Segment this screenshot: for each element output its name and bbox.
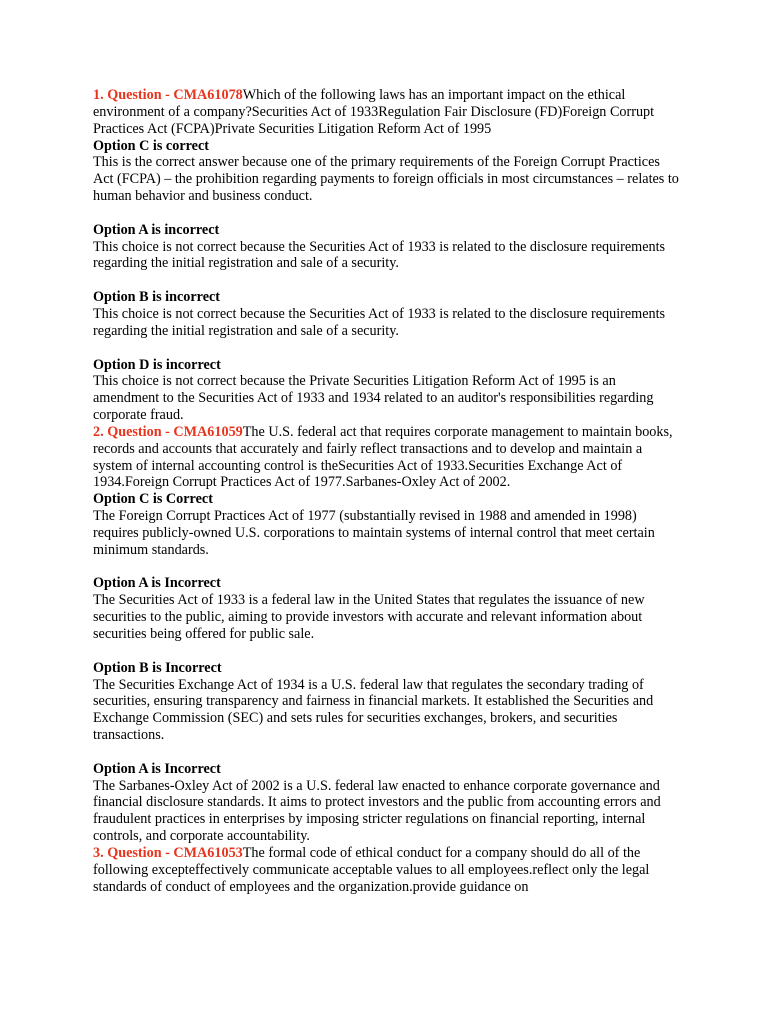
option-title: Option A is incorrect	[93, 221, 220, 238]
paragraph-spacer	[93, 559, 683, 576]
option-explanation	[93, 491, 683, 558]
option-explanation	[93, 289, 683, 340]
option-title: Option D is incorrect	[93, 356, 221, 373]
question-3	[93, 845, 683, 896]
question-text: The U.S. federal act that requires corporate management to maintain books, records and accounts that accurately and fairly reflect transactions and to develop and maintain a system of internal accounting control is theSecurities Act of 1933.Securities Exchange Act of 1934.Foreign Corrupt Practices Act of 1977.Sarbanes-Oxley Act of 2002.	[93, 423, 673, 491]
paragraph-spacer	[93, 205, 683, 222]
option-explanation	[93, 138, 683, 205]
option-title: Option C is Correct	[93, 491, 213, 508]
question-text: The formal code of ethical conduct for a company should do all of the following excepteffectively communicate acceptable values to all employees.reflect only the legal standards of conduct of employees and the organization.provide guidance on	[93, 844, 650, 895]
question-2	[93, 424, 683, 491]
option-explanation	[93, 357, 683, 424]
option-title: Option A is Incorrect	[93, 760, 221, 777]
option-explanation	[93, 222, 683, 273]
document-page	[93, 87, 683, 896]
option-body: The Foreign Corrupt Practices Act of 1977 (substantially revised in 1988 and amended in 1998) requires publicly-owned U.S. corporations to maintain systems of internal control that meet certain minimum standards.	[93, 508, 655, 558]
option-title: Option B is Incorrect	[93, 659, 222, 676]
option-title: Option B is incorrect	[93, 289, 221, 306]
paragraph-spacer	[93, 272, 683, 289]
paragraph-spacer	[93, 744, 683, 761]
question-label: 3. Question - CMA61053	[93, 844, 243, 861]
option-body: This is the correct answer because one of the primary requirements of the Foreign Corrupt Practices Act (FCPA) – the prohibition regarding payments to foreign officials in most circumstances – relates to human behavior and business conduct.	[93, 154, 679, 205]
option-explanation	[93, 761, 683, 845]
option-body: The Securities Exchange Act of 1934 is a U.S. federal law that regulates the secondary trading of securities, ensuring transparency and fairness in financial markets. It established the Securities and Exchange Commission (SEC) and sets rules for securities exchanges, brokers, and securities transactions.	[93, 676, 654, 744]
option-body: This choice is not correct because the Securities Act of 1933 is related to the disclosure requirements regarding the initial registration and sale of a security.	[93, 305, 666, 339]
option-body: This choice is not correct because the Private Securities Litigation Reform Act of 1995 is an amendment to the Securities Act of 1933 and 1934 related to an auditor's responsibilities regarding corporate fraud.	[93, 373, 654, 424]
question-label: 2. Question - CMA61059	[93, 423, 243, 440]
paragraph-spacer	[93, 340, 683, 357]
question-label: 1. Question - CMA61078	[93, 87, 243, 103]
option-explanation	[93, 575, 683, 642]
option-body: This choice is not correct because the Securities Act of 1933 is related to the disclosure requirements regarding the initial registration and sale of a security.	[93, 238, 666, 272]
paragraph-spacer	[93, 643, 683, 660]
question-1	[93, 87, 683, 138]
question-text: Which of the following laws has an important impact on the ethical environment of a company?Securities Act of 1933Regulation Fair Disclosure (FD)Foreign Corrupt Practices Act (FCPA)Private Securities Litigation Reform Act of 1995	[93, 87, 655, 137]
option-title: Option C is correct	[93, 137, 209, 154]
option-explanation	[93, 660, 683, 744]
option-title: Option A is Incorrect	[93, 575, 221, 592]
option-body: The Sarbanes-Oxley Act of 2002 is a U.S. federal law enacted to enhance corporate governance and financial disclosure standards. It aims to protect investors and the public from accounting errors and fraudulent practices in enterprises by imposing stricter regulations on financial reporting, internal controls, and corporate accountability.	[93, 777, 661, 845]
option-body: The Securities Act of 1933 is a federal law in the United States that regulates the issuance of new securities to the public, aiming to provide investors with accurate and relevant information about securities being offered for public sale.	[93, 592, 645, 642]
